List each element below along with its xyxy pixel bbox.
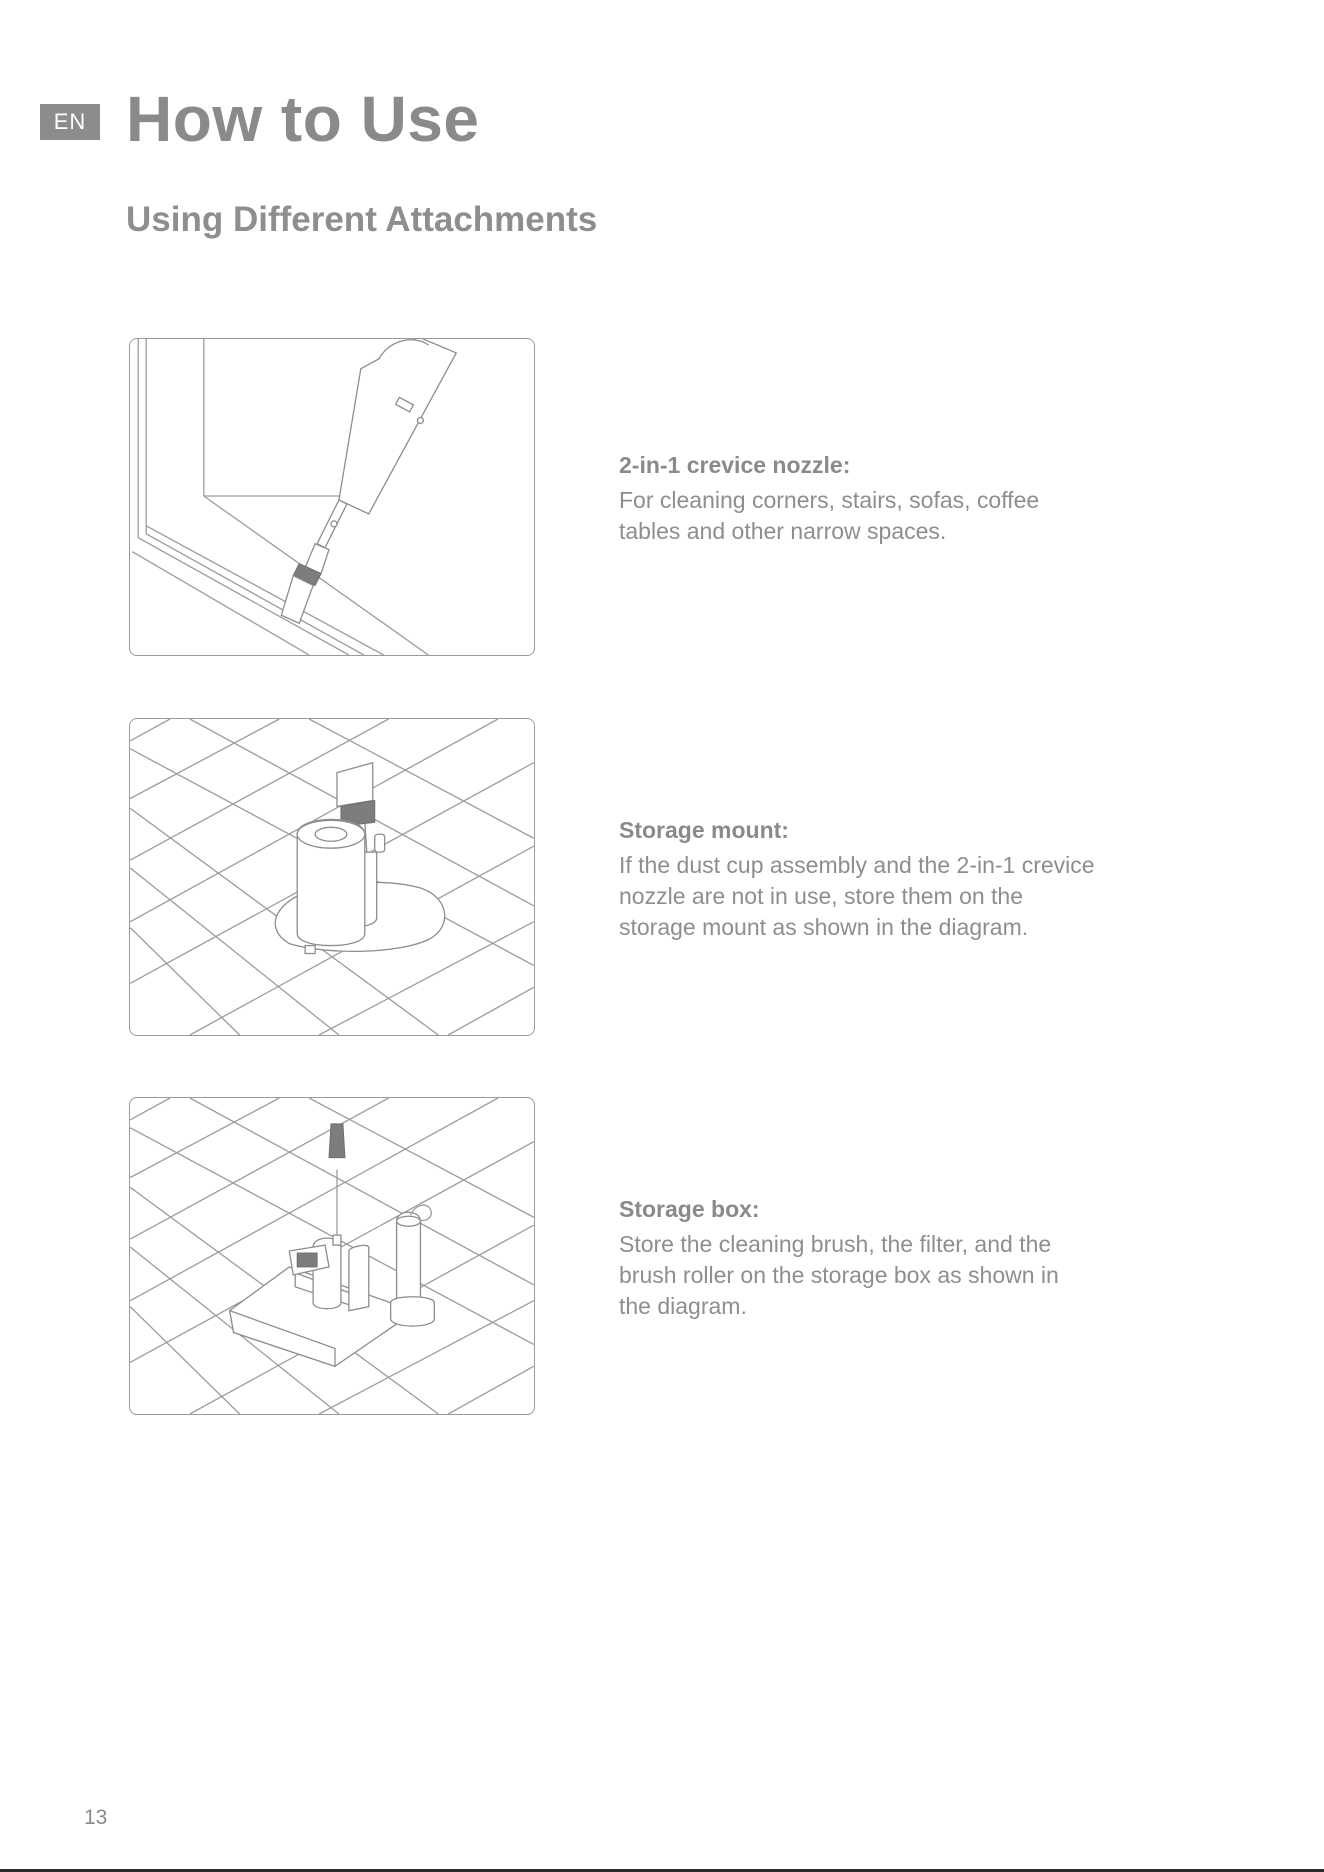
language-badge: EN bbox=[40, 104, 100, 140]
section-title: Using Different Attachments bbox=[126, 200, 598, 239]
attachment-title: 2-in-1 crevice nozzle: bbox=[619, 452, 851, 478]
attachment-title: Storage mount: bbox=[619, 817, 789, 843]
attachment-text-line: Store the cleaning brush, the filter, and the bbox=[619, 1231, 1052, 1257]
attachment-text-line: tables and other narrow spaces. bbox=[619, 518, 947, 544]
attachment-description bbox=[619, 450, 1199, 547]
crevice-nozzle-illustration bbox=[129, 338, 535, 656]
storage-mount-illustration bbox=[129, 718, 535, 1036]
attachment-text-line: brush roller on the storage box as shown in bbox=[619, 1262, 1059, 1288]
attachment-text-line: the diagram. bbox=[619, 1293, 747, 1319]
page-number: 13 bbox=[84, 1806, 108, 1829]
attachment-title: Storage box: bbox=[619, 1196, 760, 1222]
attachment-text bbox=[619, 485, 1199, 547]
attachment-description bbox=[619, 815, 1199, 943]
attachment-text bbox=[619, 850, 1199, 943]
attachment-text-line: nozzle are not in use, store them on the bbox=[619, 883, 1024, 909]
attachment-text-line: For cleaning corners, stairs, sofas, coffee bbox=[619, 487, 1040, 513]
attachment-text-line: If the dust cup assembly and the 2-in-1 crevice bbox=[619, 852, 1095, 878]
page-title: How to Use bbox=[126, 83, 480, 155]
storage-box-illustration bbox=[129, 1097, 535, 1415]
attachment-description bbox=[619, 1194, 1199, 1322]
attachment-text-line: storage mount as shown in the diagram. bbox=[619, 914, 1029, 940]
attachment-text bbox=[619, 1229, 1199, 1322]
